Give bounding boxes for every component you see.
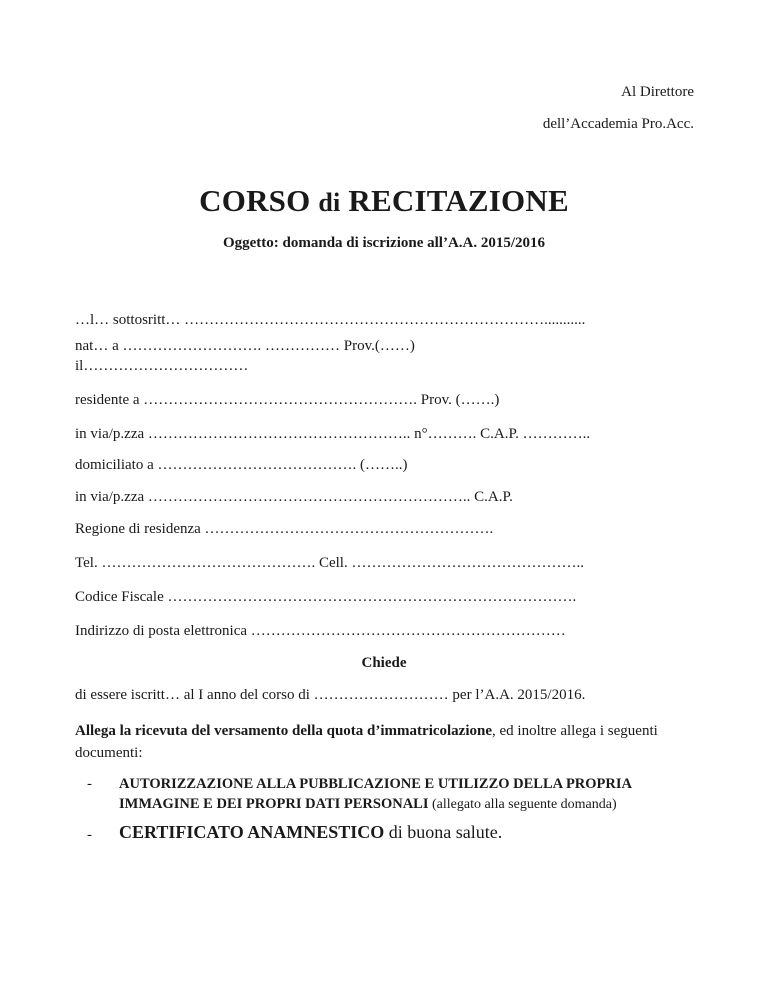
field-sottoscritto: …l… sottosritt… ………………………………………………………………........... xyxy=(75,312,586,328)
subject-line: Oggetto: domanda di iscrizione all’A.A. 2015/2016 xyxy=(222,235,546,251)
recipient-line-1: Al Direttore xyxy=(621,84,694,100)
field-regione: Regione di residenza …………………………………………………. xyxy=(75,521,494,537)
attachment-title: AUTORIZZAZIONE ALLA PUBBLICAZIONE E UTILIZZO DELLA PROPRIA IMMAGINE E DEI PROPRI DATI PERSONALI xyxy=(119,776,632,812)
field-domiciliato: domiciliato a …………………………………. (……..) xyxy=(75,457,408,473)
list-item xyxy=(75,819,715,845)
field-residente: residente a ………………………………………………. Prov. (…….) xyxy=(75,392,500,408)
attachment-title: CERTIFICATO ANAMNESTICO xyxy=(119,822,385,842)
attachment-note: (allegato alla seguente domanda) xyxy=(428,797,617,812)
field-nato: nat… a ………………………. …………… Prov.(……) xyxy=(75,338,415,354)
attachments-list xyxy=(75,774,715,845)
bullet-dash: - xyxy=(87,776,92,792)
request-text: di essere iscritt… al I anno del corso di ……………………… per l’A.A. 2015/2016. xyxy=(75,687,586,703)
title-part-2: di xyxy=(318,188,341,217)
field-telefono: Tel. ……………………………………. Cell. ……………………………………….. xyxy=(75,555,584,571)
attachment-note: di buona salute. xyxy=(384,822,503,842)
title-part-1: CORSO xyxy=(199,183,319,218)
page-title xyxy=(0,183,768,219)
attachments-intro-rest: , ed inoltre allega i seguenti documenti: xyxy=(75,723,658,761)
field-via-domicilio: in via/p.zza ……………………………………………………….. C.A.P. xyxy=(75,489,513,505)
field-data-nascita: il…………………………… xyxy=(75,358,249,374)
field-via-residenza: in via/p.zza …………………………………………….. n°………. C.A.P. ………….. xyxy=(75,426,591,442)
request-heading: Chiede xyxy=(361,655,407,671)
recipient-line-2: dell’Accademia Pro.Acc. xyxy=(542,116,694,132)
title-part-3: RECITAZIONE xyxy=(340,183,569,218)
attachments-intro-bold: Allega la ricevuta del versamento della quota d’immatricolazione xyxy=(75,723,493,739)
field-codice-fiscale: Codice Fiscale ………………………………………………………………………. xyxy=(75,589,577,605)
field-email: Indirizzo di posta elettronica ……………………………………………………… xyxy=(75,623,566,639)
bullet-dash: - xyxy=(87,827,92,843)
list-item xyxy=(75,774,715,815)
attachments-intro xyxy=(75,720,697,764)
